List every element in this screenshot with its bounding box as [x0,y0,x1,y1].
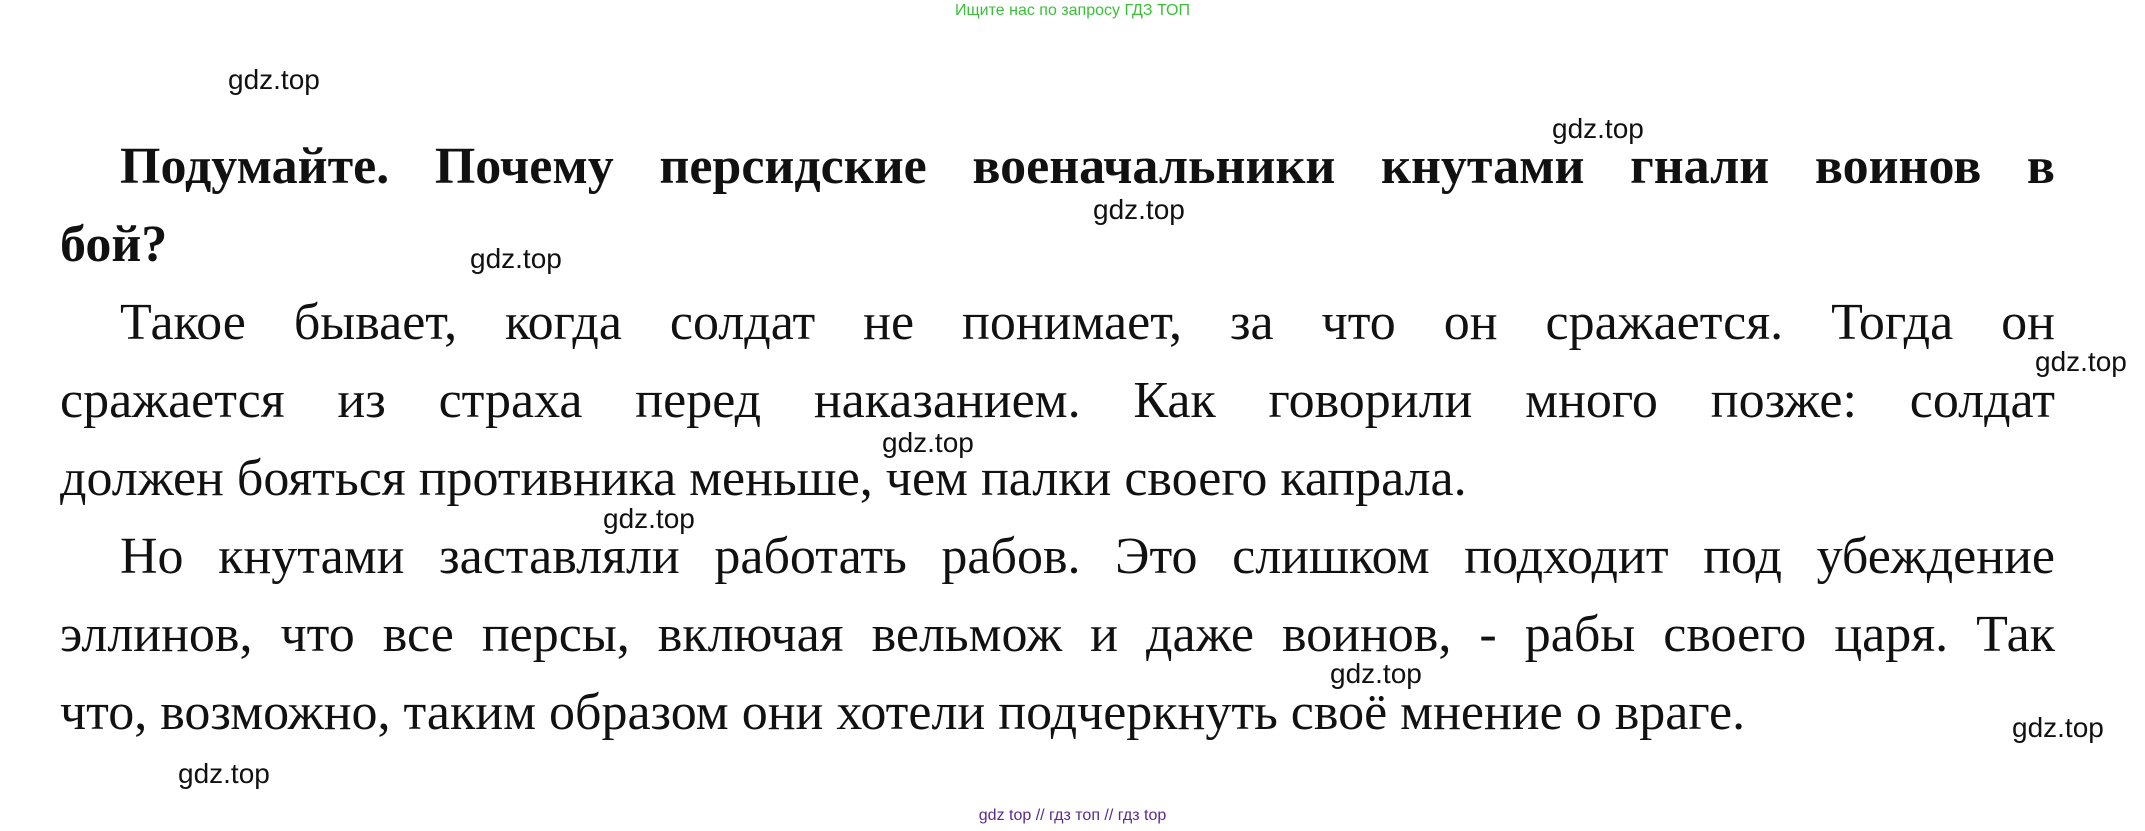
watermark: gdz.top [882,427,974,458]
question-heading-line-1: Подумайте. Почему персидские военачальники кнутами гнали воинов в [120,138,2055,195]
watermark: gdz.top [470,243,562,274]
paragraph-1-line-1: Такое бывает, когда солдат не понимает, за что он сражается. Тогда он [120,294,2055,351]
paragraph-2-line-2: эллинов, что все персы, включая вельмож и даже воинов, - рабы своего царя. Так [60,606,2055,663]
paragraph-2-line-1: Но кнутами заставляли работать рабов. Это слишком подходит под убеждение [120,528,2055,585]
top-banner: Ищите нас по запросу ГДЗ ТОП [955,2,1190,19]
watermark: gdz.top [1552,113,1644,144]
watermark: gdz.top [2012,712,2104,743]
watermark: gdz.top [2035,346,2127,377]
footer-links: gdz top // гдз топ // гдз top [978,807,1167,824]
paragraph-1-line-2: сражается из страха перед наказанием. Как говорили много позже: солдат [60,372,2055,429]
watermark: gdz.top [603,503,695,534]
watermark: gdz.top [1093,194,1185,225]
paragraph-2-line-3: что, возможно, таким образом они хотели подчеркнуть своё мнение о враге. [60,684,1746,741]
watermark: gdz.top [178,758,270,789]
watermark: gdz.top [1330,658,1422,689]
watermark: gdz.top [228,64,320,95]
question-heading-line-2: бой? [60,216,168,273]
paragraph-1-line-3: должен бояться противника меньше, чем палки своего капрала. [60,450,1467,507]
